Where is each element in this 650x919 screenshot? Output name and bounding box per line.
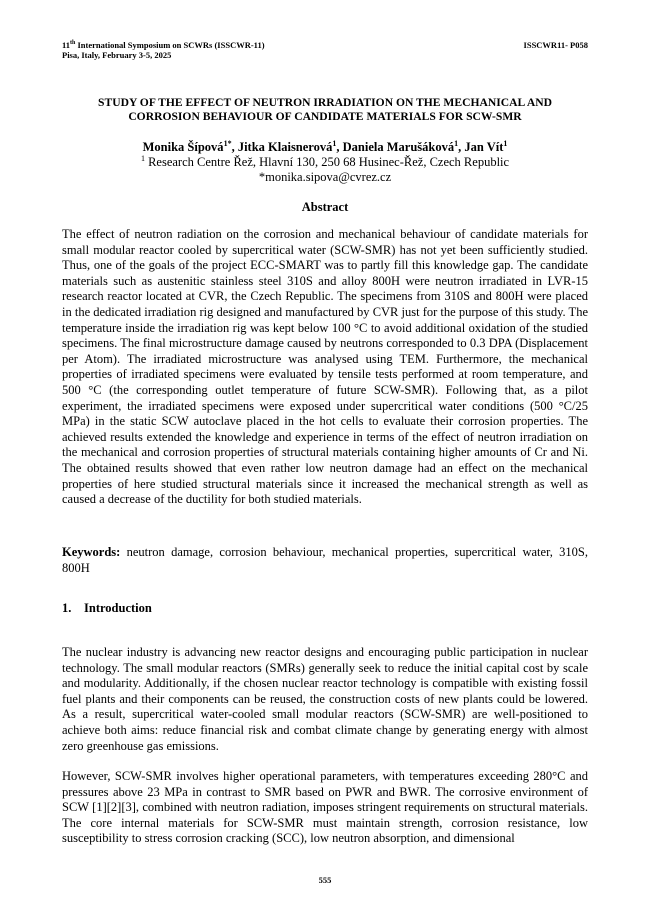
conference-location-date: Pisa, Italy, February 3-5, 2025 <box>62 50 172 60</box>
section-heading-introduction <box>62 601 152 616</box>
page-number: 555 <box>318 875 332 885</box>
abstract-heading: Abstract <box>301 200 349 214</box>
section-title: Introduction <box>84 601 152 615</box>
author: Daniela Marušáková$^1$, <box>342 138 465 154</box>
corresponding-email: *monika.sipova@cvrez.cz <box>258 170 392 184</box>
keywords-label: Keywords: <box>62 545 121 559</box>
author-list <box>62 140 588 155</box>
affiliation: $^1$ Research Centre Řež, Hlavní 130, 250 68 Husinec-Řež, Czech Republic <box>140 153 510 169</box>
abstract-text: The effect of neutron radiation on the corrosion and mechanical behaviour of candidate materials for small modular reactor cooled by supercritical water (SCW-SMR) has not yet been sufficiently studied. Thus, one of the goals of the project ECC-SMART was to partly fill this knowledge gap. The candidate materials such as austenitic stainless steel 310S and alloy 800H were neutron irradiated in LVR-15 research reactor located at CVR, the Czech Republic. The specimens from 310S and 800H were placed in the dedicated irradiation rig designed and manufactured by CVR just for the purpose of this study. The temperature inside the irradiation rig was kept below 100 °C to avoid additional oxidation of the studied specimens. The final microstructure damage caused by neutrons corresponded to 0.3 DPA (Displacement per Atom). The irradiated microstructure was analysed using TEM. Furthermore, the mechanical properties of irradiated specimens were evaluated by tensile tests performed at room temperature, and 500 °C (the corresponding outlet temperature of future SCW-SMR). Following that, as a pilot experiment, the irradiated specimens were exposed under supercritical water conditions (500 °C/25 MPa) in the static SCW autoclave placed in the hot cells to evaluate their corrosion properties. The achieved results extended the knowledge and experience in terms of the effect of neutron irradiation on the mechanical and corrosion properties of structural materials containing higher amounts of Cr and Ni. The obtained results showed that even rather low neutron damage had an effect on the mechanical properties of here studied structural materials since it increased the mechanical strength as well as caused a decrease of the ductility for both studied materials. <box>62 227 588 507</box>
author: Jan Vít$^1$ <box>464 138 508 154</box>
paper-id: ISSCWR11- P058 <box>523 40 588 50</box>
conference-name: 11th International Symposium on SCWRs (ISSCWR-11) <box>62 40 265 50</box>
running-header-left <box>62 40 265 60</box>
author: Monika Šípová$^{1*}$, <box>142 138 238 154</box>
intro-paragraph: The nuclear industry is advancing new reactor designs and encouraging public participation in nuclear technology. The small modular reactors (SMRs) generally seek to reduce the initial capital cost by scale and modularity. Additionally, if the chosen nuclear reactor technology is compatible with existing fossil fuel plants and their components can be reused, the construction costs of new plants could be lowered. As a result, supercritical water-cooled small modular reactors (SCW-SMR) are well-positioned to achieve both aims: reduce financial risk and combat climate change by generating energy with almost zero greenhouse gas emissions. <box>62 645 588 753</box>
intro-paragraph: However, SCW-SMR involves higher operational parameters, with temperatures exceeding 280°C and pressures above 23 MPa in contrast to SMR based on PWR and BWR. The corrosive environment of SCW [1][2][3], combined with neutron radiation, imposes stringent requirements on structural materials. The core internal materials for SCW-SMR must maintain strength, corrosion resistance, low susceptibility to stress corrosion cracking (SCC), low neutron absorption, and dimensional <box>62 769 588 846</box>
author: Jitka Klaisnerová$^1$, <box>237 138 343 154</box>
keywords-list: neutron damage, corrosion behaviour, mechanical properties, supercritical water, 310S, 800H <box>62 545 588 575</box>
section-number: 1. <box>62 601 72 615</box>
keywords <box>62 545 588 576</box>
author-block <box>62 140 588 185</box>
paper-title: STUDY OF THE EFFECT OF NEUTRON IRRADIATION ON THE MECHANICAL AND CORROSION BEHAVIOUR OF CANDIDATE MATERIALS FOR SCW-SMR <box>98 96 552 123</box>
